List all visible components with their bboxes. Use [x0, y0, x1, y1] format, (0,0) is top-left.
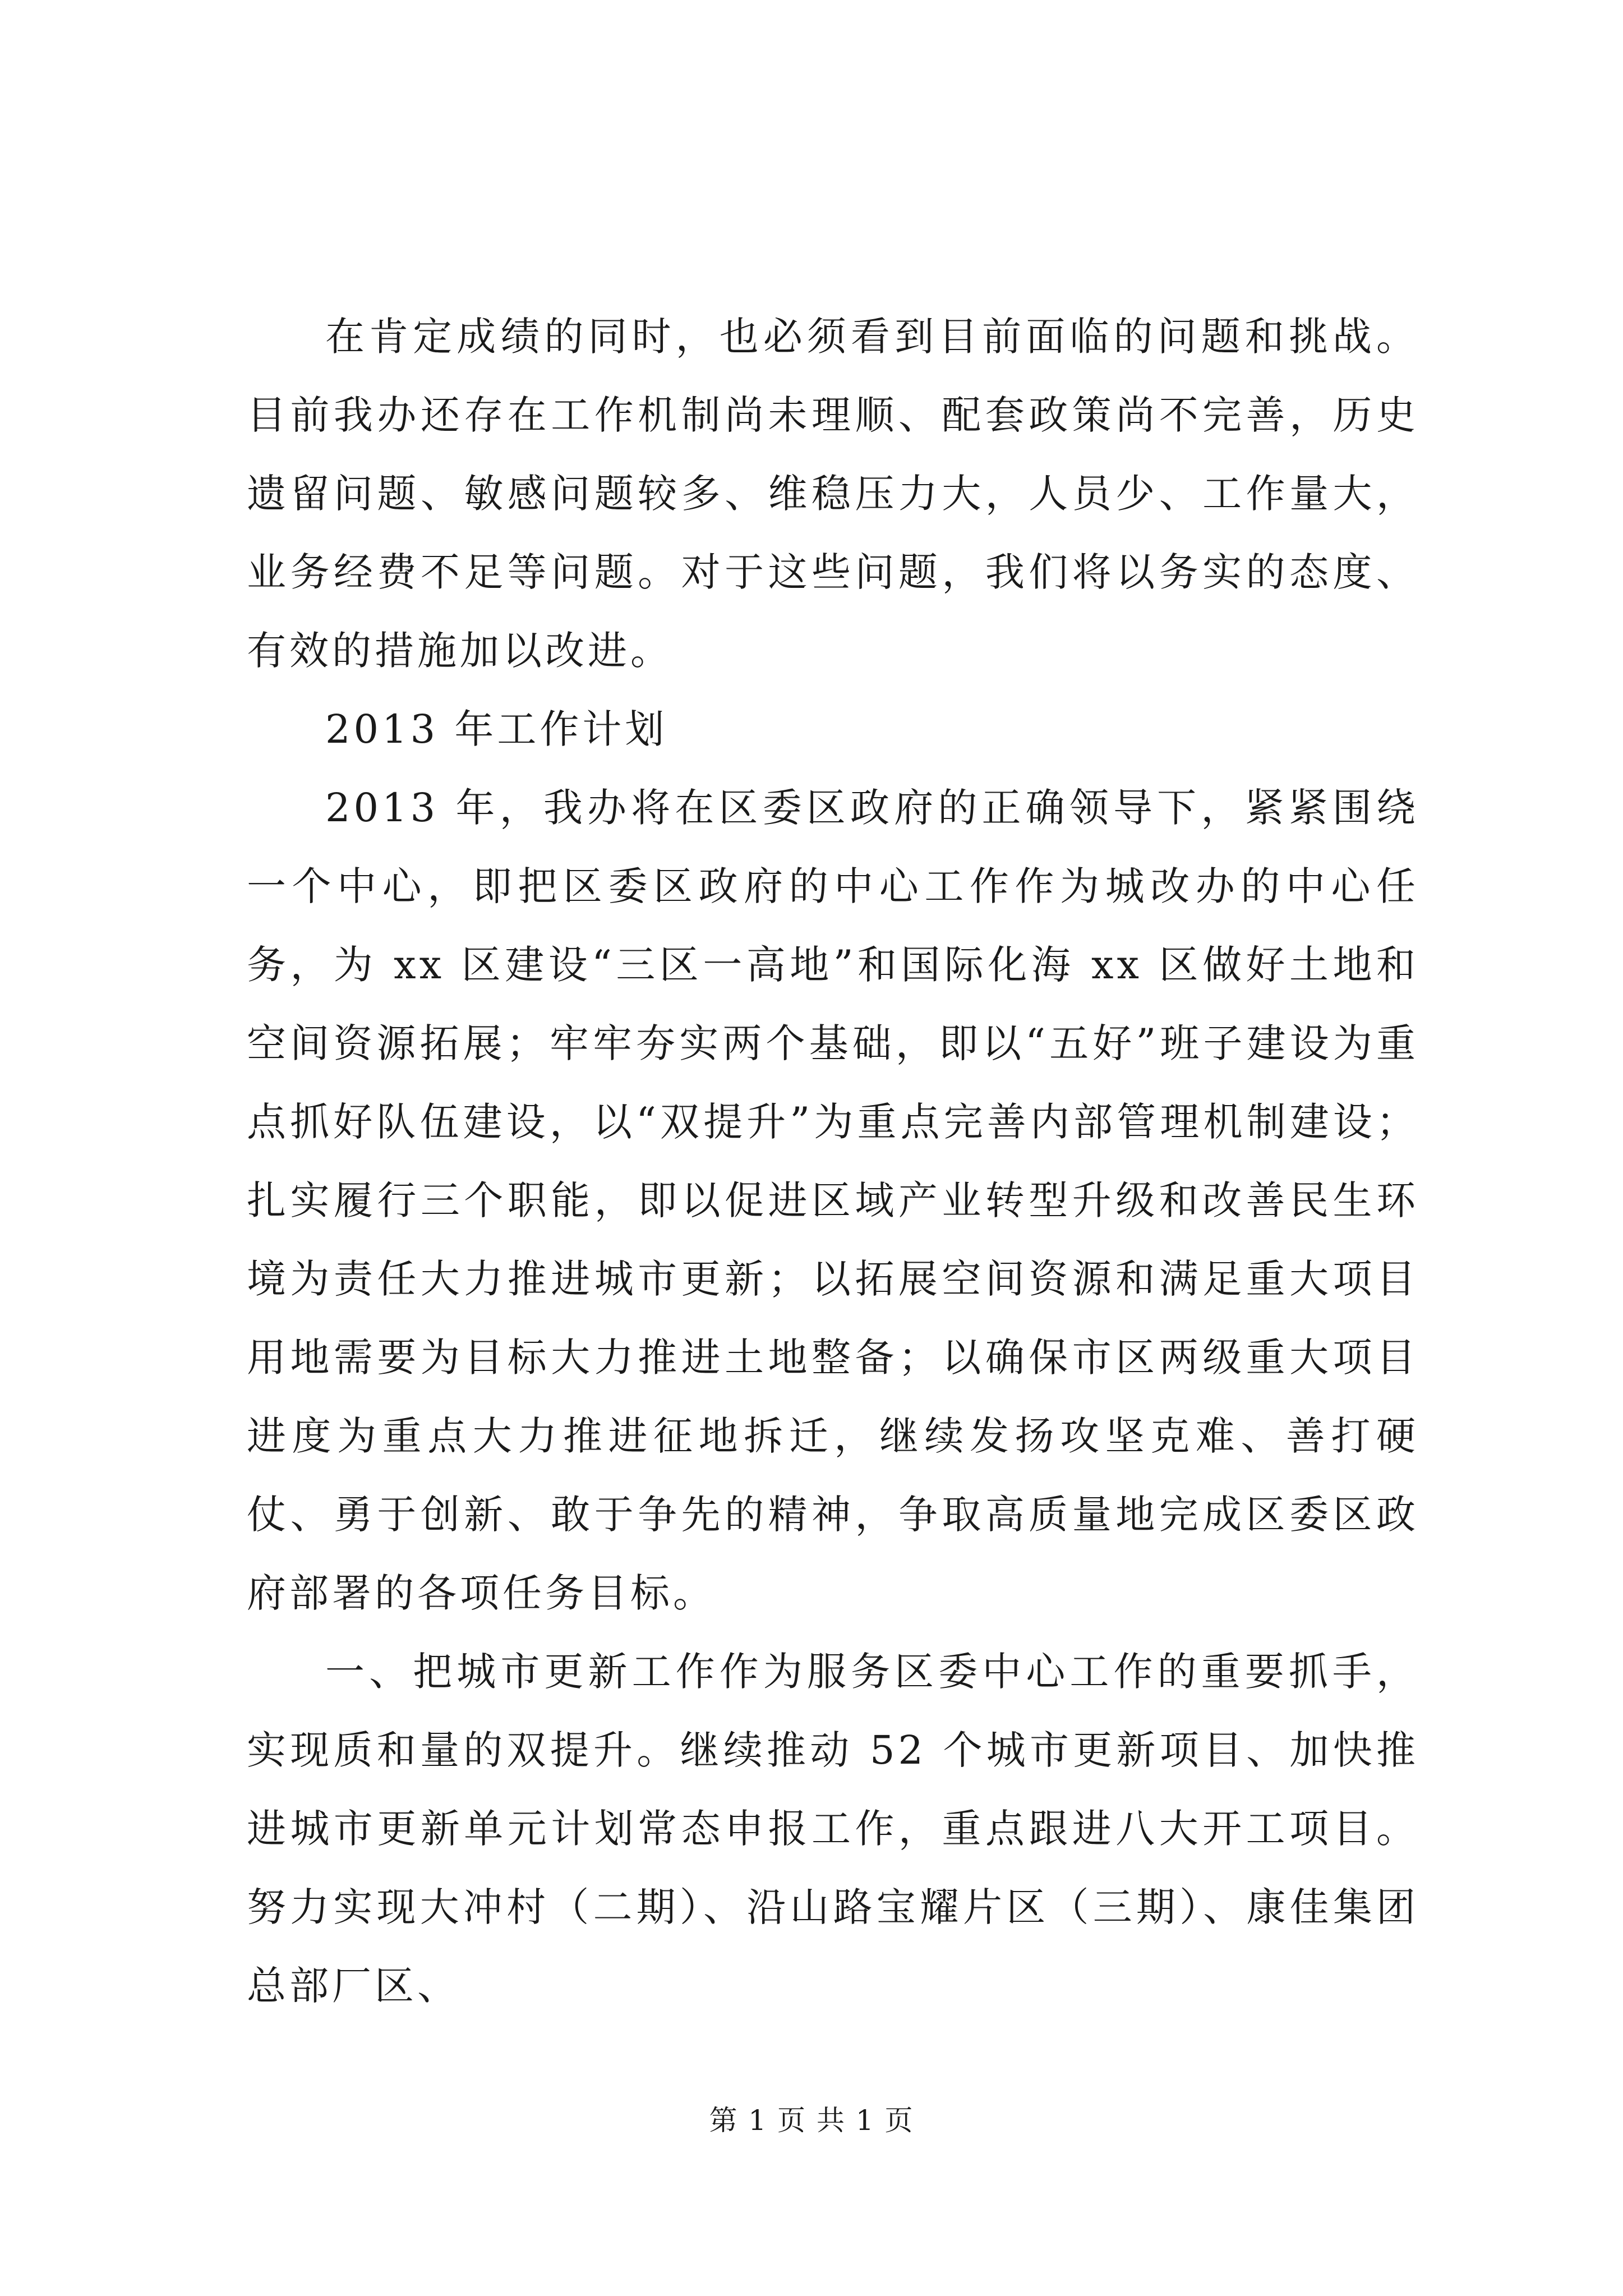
document-body: [247, 297, 1419, 2025]
paragraph-urban-renewal: 一、把城市更新工作作为服务区委中心工作的重要抓手，实现质和量的双提升。继续推动 52 个城市更新项目、加快推进城市更新单元计划常态申报工作，重点跟进八大开工项目。努力实现大冲村（二期）、沿山路宝耀片区（三期）、康佳集团总部厂区、: [247, 1649, 1419, 2009]
paragraph-2013-overview: 2013 年，我办将在区委区政府的正确领导下，紧紧围绕一个中心，即把区委区政府的中心工作作为城改办的中心任务，为 xx 区建设“三区一高地”和国际化海 xx 区做好土地和空间资源拓展；牢牢夯实两个基础，即以“五好”班子建设为重点抓好队伍建设，以“双提升”为重点完善内部管理机制建设；扎实履行三个职能，即以促进区域产业转型升级和改善民生环境为责任大力推进城市更新；以拓展空间资源和满足重大项目用地需要为目标大力推进土地整备；以确保市区两级重大项目进度为重点大力推进征地拆迁，继续发扬攻坚克难、善打硬仗、勇于创新、敢于争先的精神，争取高质量地完成区委区政府部署的各项任务目标。: [247, 785, 1419, 1616]
section-heading-2013-plan: 2013 年工作计划: [325, 706, 668, 752]
paragraph-problems: 在肯定成绩的同时，也必须看到目前面临的问题和挑战。目前我办还存在工作机制尚未理顺、配套政策尚不完善，历史遗留问题、敏感问题较多、维稳压力大，人员少、工作量大，业务经费不足等问题。对于这些问题，我们将以务实的态度、有效的措施加以改进。: [247, 314, 1419, 674]
page-footer: 第 1 页 共 1 页: [709, 2104, 914, 2137]
